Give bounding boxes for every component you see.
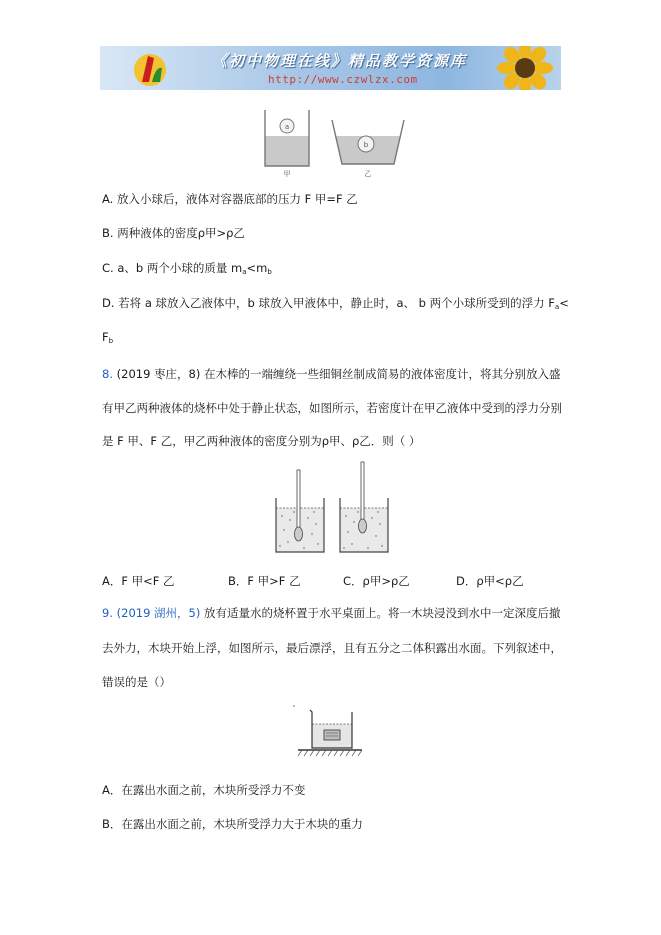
ball-b-label: b — [363, 141, 369, 149]
q7-option-a: A. 放入小球后，液体对容器底部的压力 F 甲=F 乙 — [102, 192, 358, 206]
figure-beaker-block — [290, 700, 370, 770]
q7-option-c-sub2: b — [267, 268, 272, 276]
q7-option-d-sub-a: a — [554, 303, 560, 311]
q9-option-b: B．在露出水面之前，木块所受浮力大于木块的重力 — [102, 817, 363, 831]
q9-number: 9. — [102, 606, 113, 620]
q8-line-3: 是 F 甲、F 乙，甲乙两种液体的密度分别为ρ甲、ρ乙．则（ ） — [102, 434, 421, 448]
q7-option-c-sub1: a — [242, 268, 247, 276]
q7-option-d-sub-b: b — [108, 337, 114, 345]
q9-line-2: 去外力，木块开始上浮，如图所示，最后漂浮，且有五分之二体积露出水面。下列叙述中， — [102, 641, 562, 655]
q8-number: 8. — [102, 367, 113, 381]
hydrometer-right-bulb — [359, 519, 367, 533]
header-banner — [100, 46, 561, 90]
q7-option-c-pre: C. a、b 两个小球的质量 m — [102, 261, 243, 275]
q8-option-a: A．F 甲<F 乙 — [102, 574, 175, 588]
figure-containers — [258, 106, 408, 178]
q7-option-d-cont — [102, 330, 113, 348]
q9-option-a: A．在露出水面之前，木块所受浮力不变 — [102, 783, 306, 797]
label-yi: 乙 — [364, 170, 372, 178]
q7-option-d-cont-f: F — [102, 330, 109, 344]
q9-line-3: 错误的是（） — [102, 675, 171, 689]
q8-line-1 — [102, 367, 561, 381]
figure-hydrometers — [268, 458, 398, 558]
wooden-block — [324, 730, 340, 740]
liquid-jia — [265, 136, 309, 166]
q7-option-d — [102, 296, 569, 314]
q9-line-1 — [102, 606, 561, 620]
q7-option-d-lt: < — [559, 296, 569, 310]
q8-line-1-text: (2019 枣庄，8) 在木棒的一端缠绕一些细铜丝制成简易的液体密度计，将其分别放入盛 — [112, 367, 561, 381]
sunflower-icon — [490, 46, 560, 90]
q9-source: (2019 湖州，5) — [112, 606, 201, 620]
hydrometer-left-stem — [297, 470, 300, 528]
hydrometer-left-bulb — [295, 527, 303, 541]
q9-line-1-text: 放有适量水的烧杯置于水平桌面上。将一木块浸没到水中一定深度后撤 — [200, 606, 561, 620]
q7-option-c — [102, 261, 272, 279]
site-logo-icon — [130, 48, 170, 88]
label-jia: 甲 — [283, 170, 291, 178]
q8-option-b: B．F 甲>F 乙 — [228, 574, 301, 588]
q8-option-c: C．ρ甲>ρ乙 — [343, 574, 410, 588]
q7-option-c-mid: <m — [246, 261, 268, 275]
banner-title: 《初中物理在线》精品教学资源库 — [212, 52, 468, 70]
stray-dot — [293, 705, 295, 707]
hydrometer-right-stem — [361, 462, 364, 520]
ball-a-label: a — [284, 123, 290, 131]
table-hatch — [298, 750, 362, 756]
q7-option-d-text: D. 若将 a 球放入乙液体中，b 球放入甲液体中，静止时，a、 b 两个小球所受到的浮力 F — [102, 296, 555, 310]
q8-line-2: 有甲乙两种液体的烧杯中处于静止状态，如图所示，若密度计在甲乙液体中受到的浮力分别 — [102, 401, 562, 415]
q7-option-b: B. 两种液体的密度ρ甲>ρ乙 — [102, 226, 245, 240]
banner-url[interactable]: http://www.czwlzx.com — [268, 73, 418, 86]
q8-option-d: D．ρ甲<ρ乙 — [456, 574, 524, 588]
